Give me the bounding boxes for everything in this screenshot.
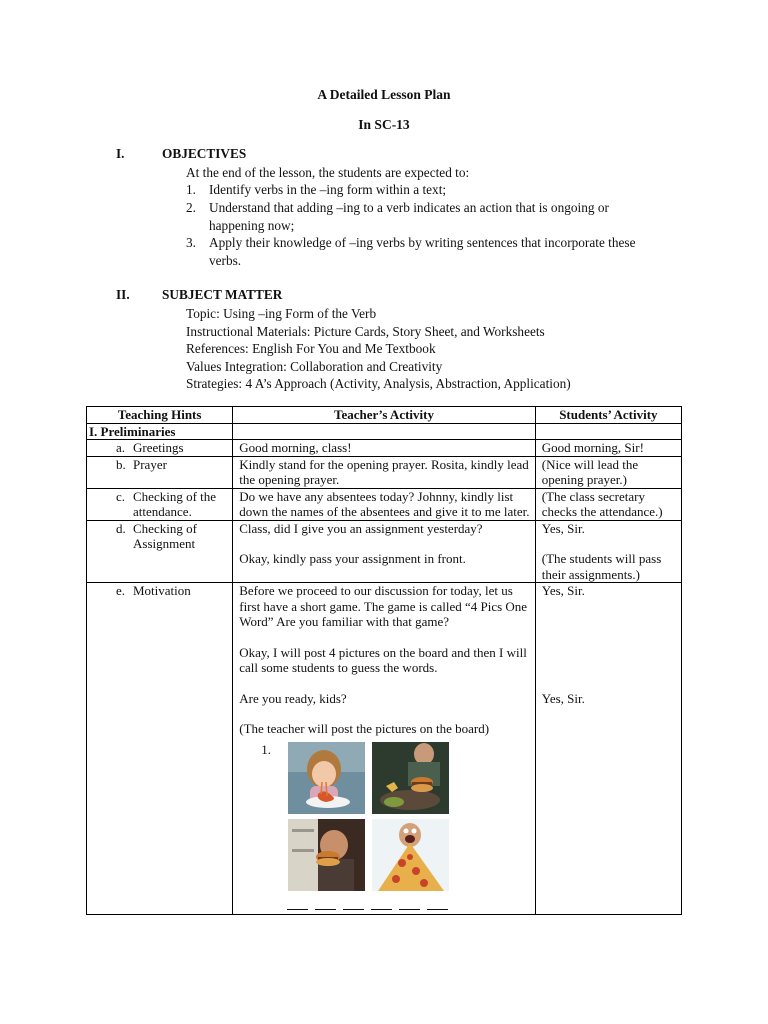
objectives-heading: OBJECTIVES <box>162 146 247 161</box>
objective-item <box>186 181 666 199</box>
hint-text: Greetings <box>133 440 184 455</box>
hint-cell <box>87 440 233 457</box>
section-preliminaries: I. Preliminaries <box>87 423 233 440</box>
hint-text: Prayer <box>133 456 167 472</box>
hint-text: Checking of Assignment <box>133 520 197 551</box>
hint-letter: d. <box>116 520 126 536</box>
student-cell <box>535 520 681 583</box>
teacher-cell: Good morning, class! <box>233 440 536 457</box>
letter-blank <box>427 897 448 910</box>
teacher-cell: Do we have any absentees today? Johnny, kindly list down the names of the absentees and give it to me later. <box>233 488 536 520</box>
man-biting-pizza-image <box>372 819 449 891</box>
student-line: Yes, Sir. <box>541 690 585 706</box>
header-students-activity: Students’ Activity <box>535 407 681 424</box>
document-subtitle: In SC-13 <box>358 117 410 132</box>
table-row <box>87 456 682 488</box>
teacher-line: Class, did I give you an assignment yesterday? <box>239 520 483 536</box>
hint-letter: a. <box>116 440 126 455</box>
table-row <box>87 423 682 440</box>
letter-blank <box>399 897 420 910</box>
hint-letter: c. <box>116 488 126 504</box>
answer-blanks <box>287 897 448 910</box>
objectives-number: I. <box>116 146 125 161</box>
subject-matter-number: II. <box>116 287 130 302</box>
header-teaching-hints: Teaching Hints <box>87 407 233 424</box>
picture-number: 1. <box>261 741 271 757</box>
letter-blank <box>287 897 308 910</box>
table-row <box>87 488 682 520</box>
table-row <box>87 440 682 457</box>
objective-number: 3. <box>186 235 196 250</box>
subject-values: Values Integration: Collaboration and Creativity <box>186 359 443 374</box>
document-title: A Detailed Lesson Plan <box>317 87 451 102</box>
hint-letter: e. <box>116 583 126 598</box>
hint-text: Motivation <box>133 583 191 598</box>
objective-number: 1. <box>186 182 196 197</box>
objectives-intro: At the end of the lesson, the students are expected to: <box>186 165 470 180</box>
lesson-plan-table <box>86 406 682 915</box>
subject-matter-heading: SUBJECT MATTER <box>162 287 283 302</box>
teacher-cell <box>233 583 536 915</box>
hint-cell <box>87 488 233 520</box>
subject-topic: Topic: Using –ing Form of the Verb <box>186 306 377 321</box>
man-eating-burger-image <box>372 742 449 814</box>
student-line: Yes, Sir. <box>541 583 585 598</box>
teacher-line: Before we proceed to our discussion for today, let us first have a short game. The game is called “4 Pics One Word” Are you familiar with that game? <box>239 583 528 629</box>
hint-letter: b. <box>116 456 126 472</box>
subject-strategies: Strategies: 4 A’s Approach (Activity, Analysis, Abstraction, Application) <box>186 376 571 391</box>
student-cell: Good morning, Sir! <box>535 440 681 457</box>
teacher-line: Okay, kindly pass your assignment in front. <box>239 551 466 566</box>
teacher-cell <box>233 520 536 583</box>
hint-cell <box>87 520 233 583</box>
objective-text: Identify verbs in the –ing form within a text; <box>209 182 447 197</box>
objective-item <box>186 234 666 269</box>
table-row <box>87 583 682 915</box>
teacher-line: Okay, I will post 4 pictures on the board and then I will call some students to guess the words. <box>239 644 527 675</box>
hint-text: Checking of the attendance. <box>133 488 217 519</box>
objective-item <box>186 199 666 234</box>
hint-cell <box>87 583 233 915</box>
letter-blank <box>315 897 336 910</box>
table-header-row <box>87 407 682 424</box>
letter-blank <box>343 897 364 910</box>
hint-cell <box>87 456 233 488</box>
teacher-cell: Kindly stand for the opening prayer. Rosita, kindly lead the opening prayer. <box>233 456 536 488</box>
student-line: (The students will pass their assignments.) <box>541 551 662 582</box>
student-cell <box>535 583 681 915</box>
objective-text: Apply their knowledge of –ing verbs by writing sentences that incorporate these verbs. <box>209 235 636 268</box>
student-cell: (The class secretary checks the attendance.) <box>535 488 681 520</box>
four-pics-puzzle <box>239 739 531 914</box>
subject-materials: Instructional Materials: Picture Cards, Story Sheet, and Worksheets <box>186 324 545 339</box>
teacher-line: (The teacher will post the pictures on the board) <box>239 721 490 736</box>
table-row <box>87 520 682 583</box>
girl-eating-spaghetti-image <box>288 742 365 814</box>
objective-number: 2. <box>186 200 196 215</box>
man-eating-at-fridge-image <box>288 819 365 891</box>
header-teacher-activity: Teacher’s Activity <box>233 407 536 424</box>
student-line: Yes, Sir. <box>541 520 585 536</box>
teacher-line: Are you ready, kids? <box>239 690 347 706</box>
objective-text: Understand that adding –ing to a verb indicates an action that is ongoing or happening now; <box>209 200 609 233</box>
letter-blank <box>371 897 392 910</box>
subject-references: References: English For You and Me Textbook <box>186 341 436 356</box>
student-cell: (Nice will lead the opening prayer.) <box>535 456 681 488</box>
